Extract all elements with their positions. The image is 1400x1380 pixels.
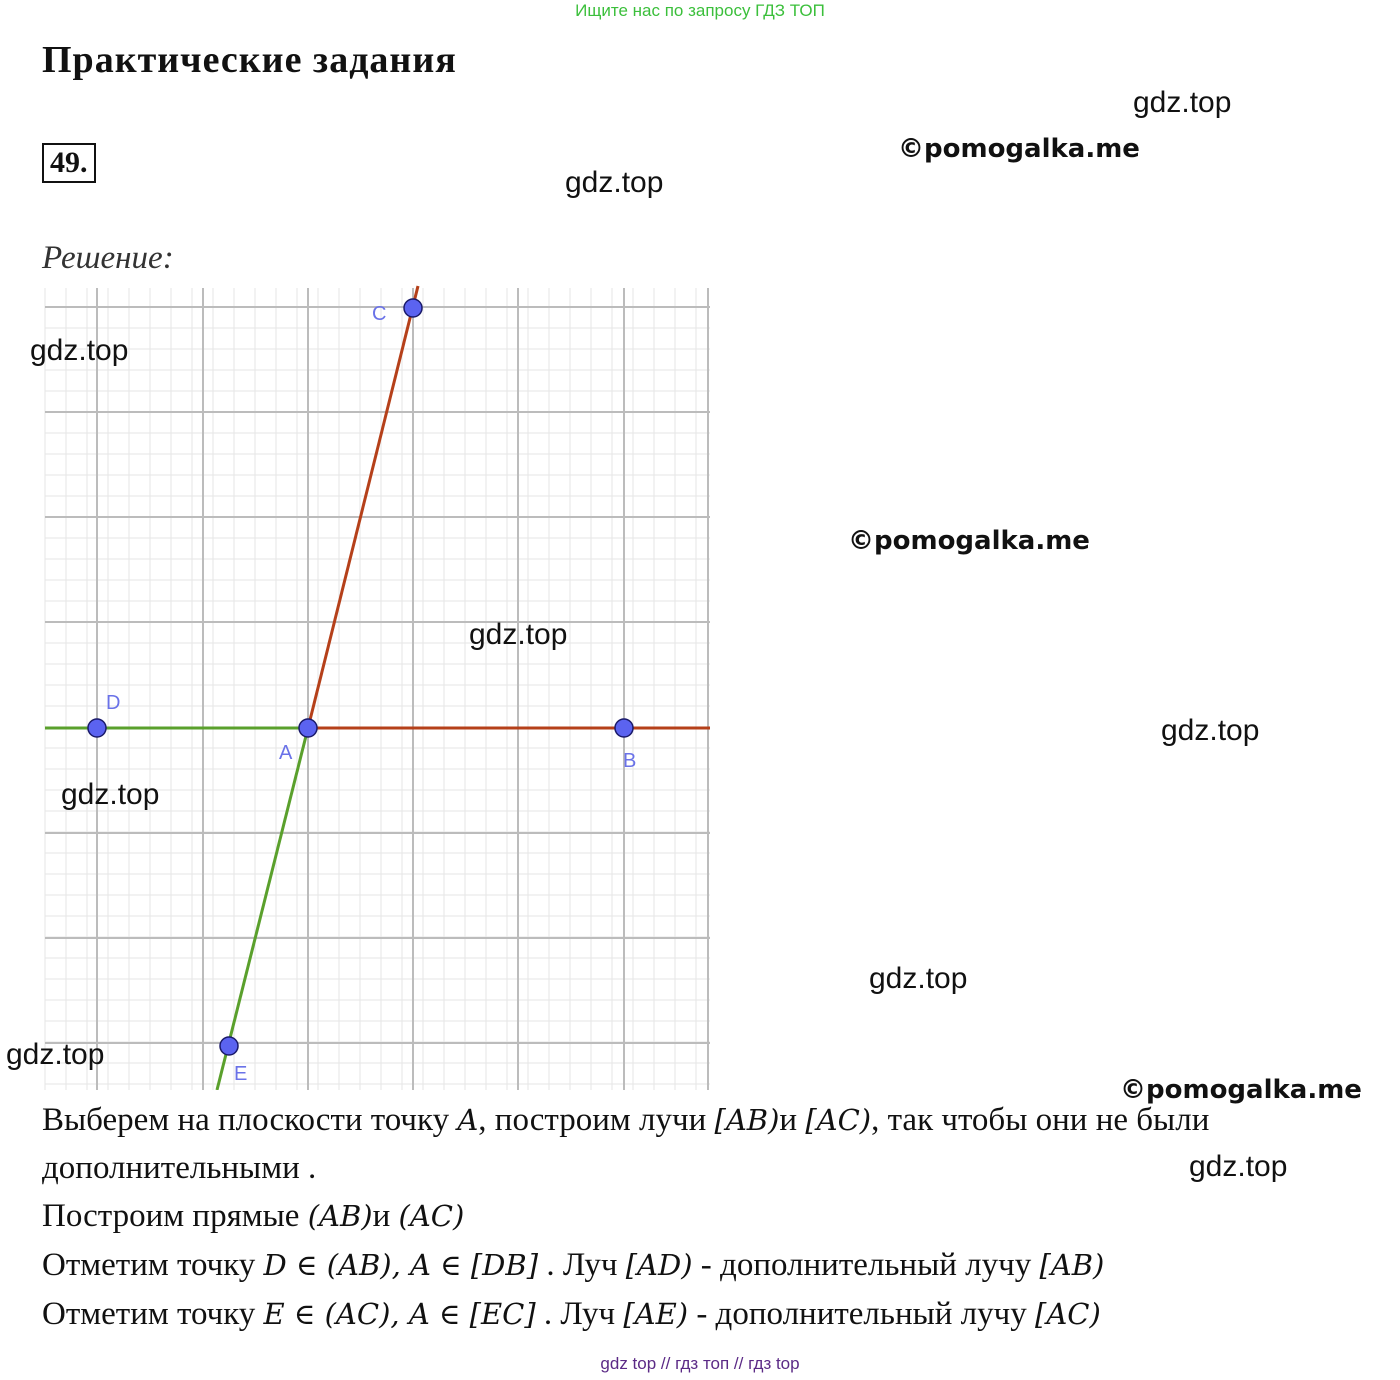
point-b bbox=[615, 719, 633, 737]
label-c: C bbox=[372, 303, 387, 325]
label-e: E bbox=[234, 1063, 248, 1085]
solution-line-3: Построим прямые (AB)и (AC) bbox=[42, 1198, 465, 1234]
watermark-gdz: gdz.top bbox=[469, 618, 568, 651]
point-d bbox=[88, 719, 106, 737]
watermark-gdz: gdz.top bbox=[61, 778, 160, 811]
point-e bbox=[220, 1037, 238, 1055]
solution-line-4: Отметим точку D ∈ (AB), A ∈ [DB] . Луч [AD) - дополнительный лучу [AB) bbox=[42, 1247, 1105, 1283]
top-banner: Ищите нас по запросу ГДЗ ТОП bbox=[575, 1, 825, 20]
label-d: D bbox=[106, 692, 121, 714]
ray-ae bbox=[217, 728, 308, 1090]
minor-grid bbox=[45, 288, 710, 1090]
watermark-pomogalka: ©pomogalka.me bbox=[848, 526, 1090, 556]
watermark-gdz: gdz.top bbox=[30, 334, 129, 367]
watermark-gdz: gdz.top bbox=[1133, 86, 1232, 119]
watermark-gdz: gdz.top bbox=[6, 1038, 105, 1071]
task-number: 49. bbox=[42, 143, 96, 183]
point-a bbox=[299, 719, 317, 737]
solution-line-1: Выберем на плоскости точку A, построим лучи [AB)и [AC), так чтобы они не были bbox=[42, 1102, 1210, 1138]
watermark-gdz: gdz.top bbox=[869, 962, 968, 995]
solution-label: Решение: bbox=[42, 240, 174, 276]
watermark-pomogalka: ©pomogalka.me bbox=[898, 134, 1140, 164]
watermark-gdz: gdz.top bbox=[565, 166, 664, 199]
watermark-pomogalka: ©pomogalka.me bbox=[1120, 1075, 1362, 1105]
major-grid bbox=[45, 288, 710, 1090]
point-c bbox=[404, 299, 422, 317]
label-a: A bbox=[279, 742, 293, 764]
solution-line-2: дополнительными . bbox=[42, 1150, 317, 1186]
solution-line-5: Отметим точку E ∈ (AC), A ∈ [EC] . Луч [AE) - дополнительный лучу [AC) bbox=[42, 1296, 1101, 1332]
footer-links[interactable]: gdz top // гдз топ // гдз top bbox=[600, 1354, 800, 1373]
label-b: B bbox=[623, 750, 637, 772]
watermark-gdz: gdz.top bbox=[1189, 1150, 1288, 1183]
watermark-gdz: gdz.top bbox=[1161, 714, 1260, 747]
geometry-figure bbox=[0, 280, 720, 1090]
section-title: Практические задания bbox=[42, 39, 457, 81]
